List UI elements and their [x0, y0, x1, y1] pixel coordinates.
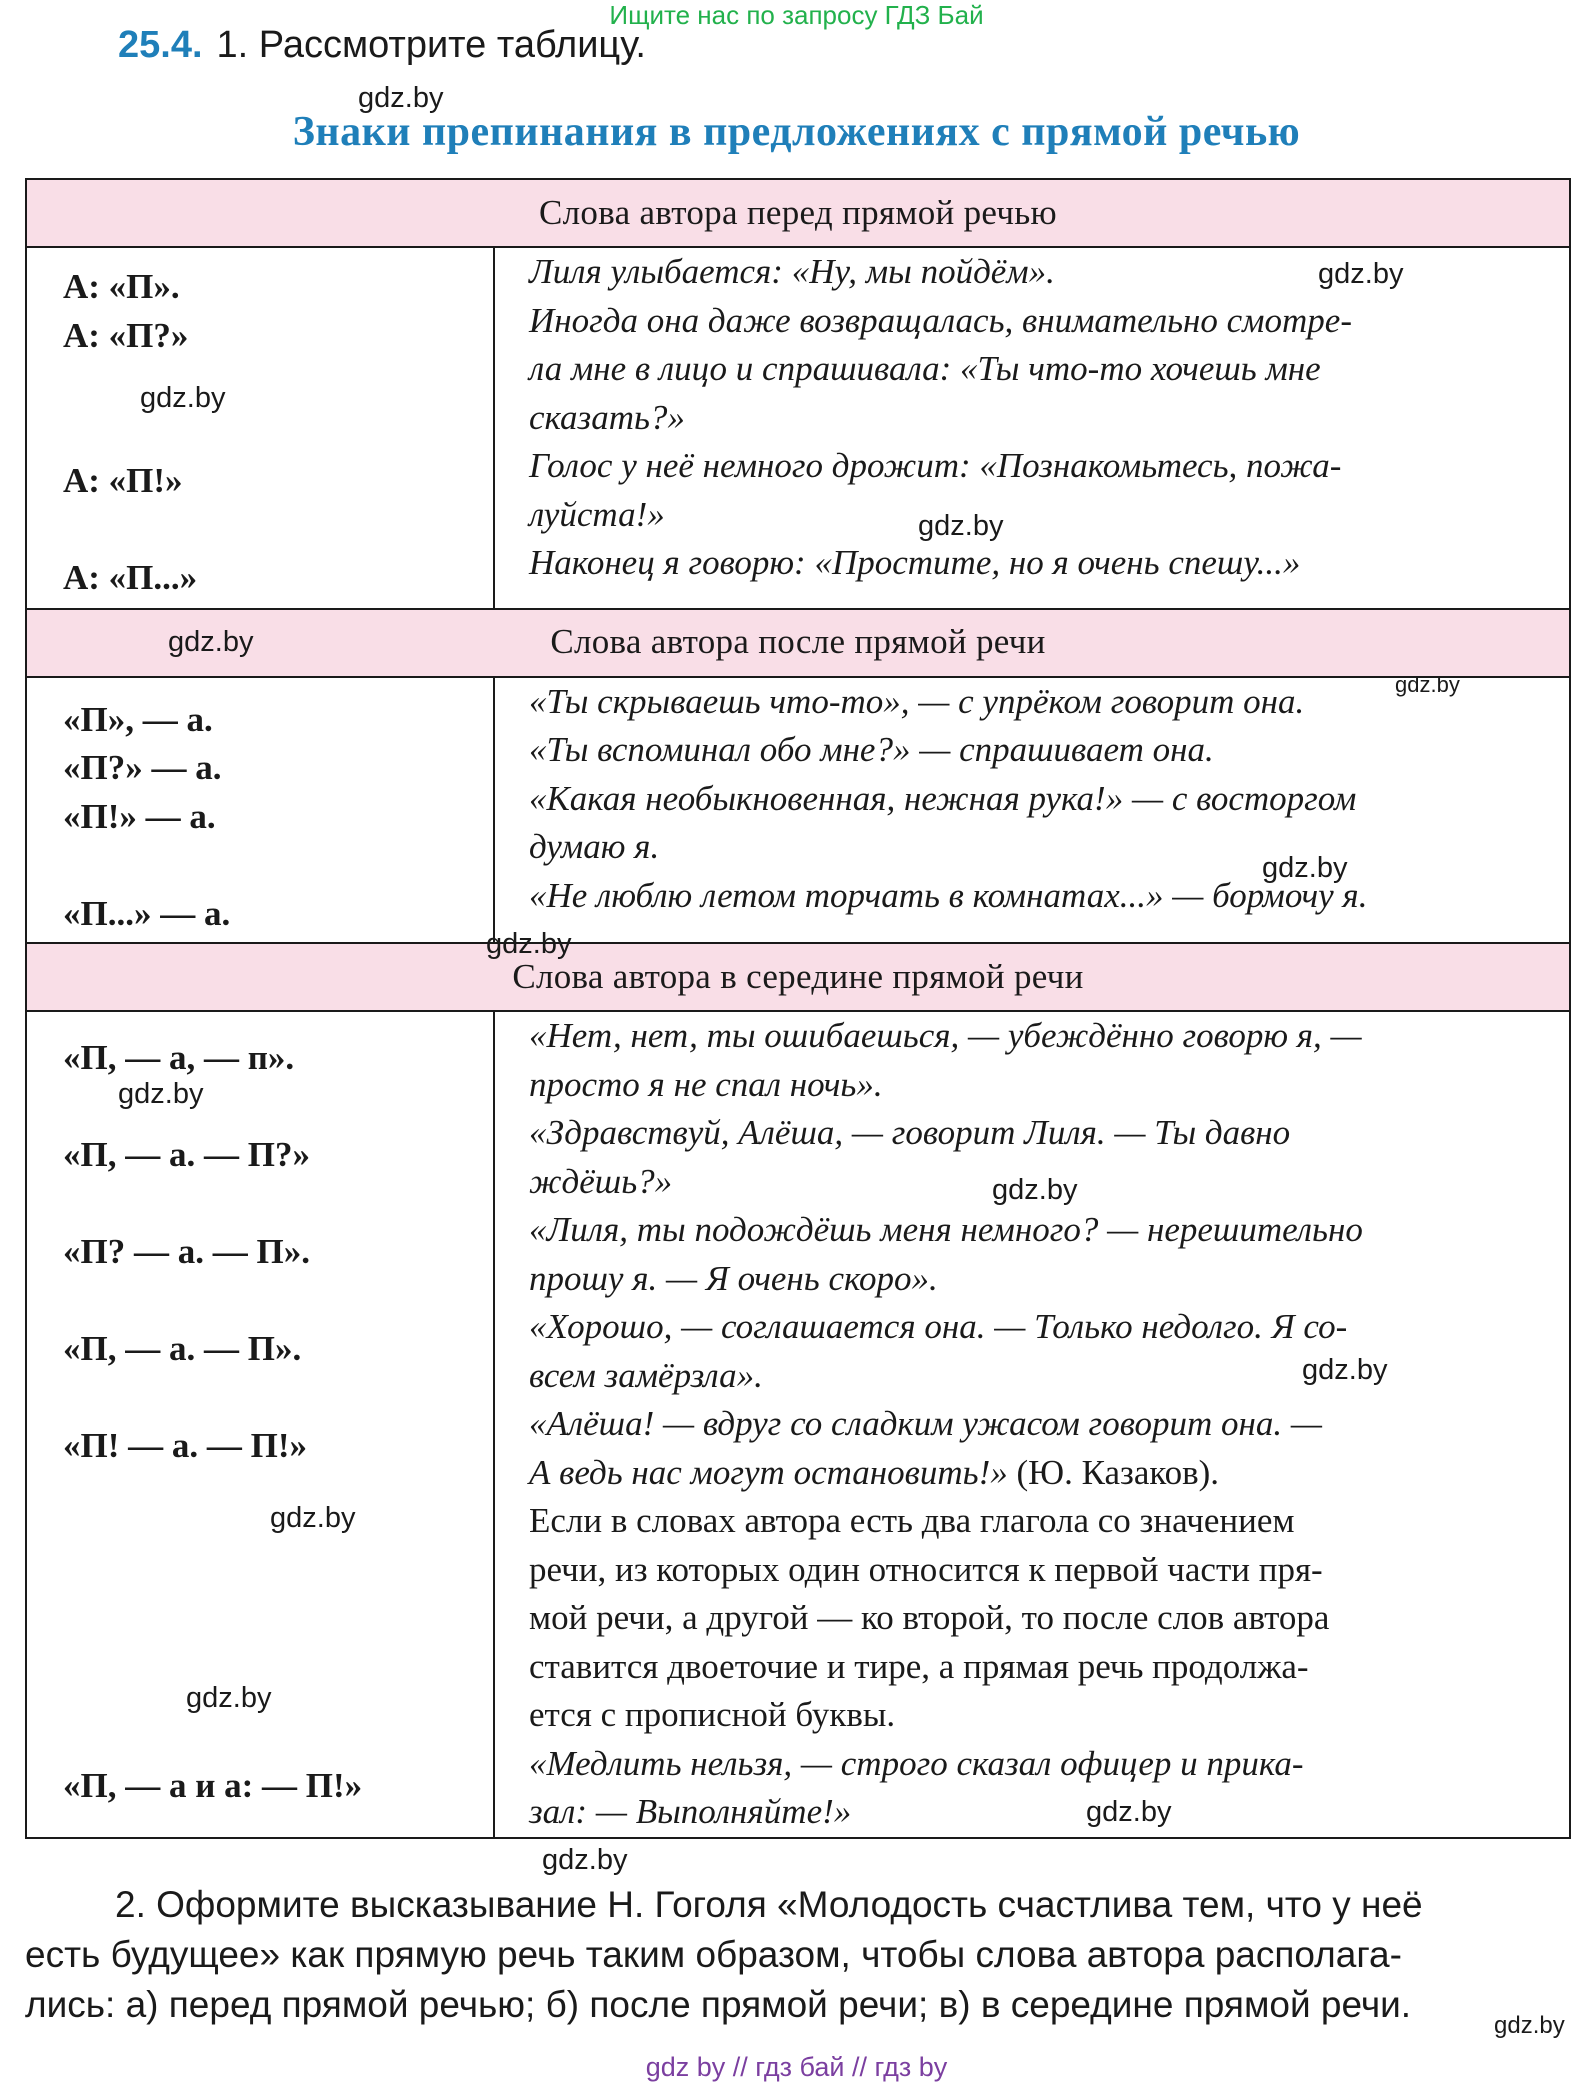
- section-heading-before: Слова автора перед прямой речью: [26, 179, 1570, 247]
- example-line: ждёшь?»: [529, 1161, 673, 1201]
- watermark: gdz.by: [1395, 672, 1460, 697]
- table-row: [26, 247, 1570, 609]
- rule-line: мой речи, а другой — ко второй, то после слов автора: [529, 1598, 1330, 1637]
- watermark: gdz.by: [270, 1502, 356, 1534]
- rule-line: ется с прописной буквы.: [529, 1695, 896, 1734]
- task1-text: 1. Рассмотрите таблицу.: [216, 24, 646, 66]
- example-line: «Здравствуй, Алёша, — говорит Лиля. — Ты давно: [529, 1113, 1291, 1152]
- example-line: Иногда она даже возвращалась, внимательно смотре-: [529, 300, 1352, 340]
- watermark: gdz.by: [358, 82, 444, 114]
- example-line: «Хорошо, — соглашается она. — Только недолго. Я со-: [529, 1307, 1348, 1346]
- task2-line: 2. Оформите высказывание Н. Гоголя «Молодость счастлива тем, что у неё: [115, 1884, 1423, 1925]
- scheme: А: «П?»: [63, 315, 189, 355]
- source-author: (Ю. Казаков).: [1016, 1452, 1220, 1492]
- watermark: gdz.by: [1494, 2012, 1565, 2039]
- top-banner[interactable]: Ищите нас по запросу ГДЗ Бай: [609, 0, 984, 30]
- scheme: «П, — а. — П».: [63, 1329, 302, 1368]
- example-line: «Алёша! — вдруг со сладким ужасом говорит она. —: [529, 1404, 1322, 1443]
- watermark: gdz.by: [486, 928, 572, 960]
- rule-line: речи, из которых один относится к первой части пря-: [529, 1549, 1323, 1589]
- watermark: gdz.by: [140, 382, 226, 414]
- example-line: всем замёрзла».: [529, 1355, 763, 1395]
- example-line: просто я не спал ночь».: [529, 1064, 883, 1104]
- example-line: Наконец я говорю: «Простите, но я очень спешу...»: [529, 543, 1301, 582]
- watermark: gdz.by: [186, 1682, 272, 1714]
- watermark: gdz.by: [1318, 258, 1404, 290]
- example-line: сказать?»: [529, 397, 685, 437]
- watermark: gdz.by: [118, 1078, 204, 1110]
- scheme: «П? — а. — П».: [63, 1232, 310, 1271]
- exercise-heading: [118, 24, 646, 67]
- scheme-cell: [26, 677, 494, 944]
- example-line: ла мне в лицо и спрашивала: «Ты что-то хочешь мне: [529, 349, 1321, 388]
- watermark: gdz.by: [918, 510, 1004, 542]
- example-line: А ведь нас могут остановить!»: [529, 1452, 1008, 1492]
- example-line: «Какая необыкновенная, нежная рука!» — с восторгом: [529, 778, 1357, 818]
- scheme: А: «П!»: [63, 461, 183, 500]
- scheme: «П», — а.: [63, 699, 213, 739]
- section-heading-after: Слова автора после прямой речи: [26, 609, 1570, 677]
- scheme: «П, — а, — п».: [63, 1038, 295, 1077]
- table-title: Знаки препинания в предложениях с прямой речью: [292, 109, 1301, 155]
- example-line: «Лиля, ты подождёшь меня немного? — нерешительно: [529, 1210, 1363, 1249]
- section-heading-middle: Слова автора в середине прямой речи: [26, 943, 1570, 1011]
- task2-line: лись: а) перед прямой речью; б) после прямой речи; в) в середине прямой речи.: [25, 1984, 1412, 2025]
- scheme: А: «П...»: [63, 558, 198, 597]
- punctuation-table: [25, 178, 1571, 1839]
- example-line: прошу я. — Я очень скоро».: [529, 1258, 938, 1298]
- scheme: «П, — а и а: — П!»: [63, 1765, 363, 1805]
- task2-line: есть будущее» как прямую речь таким образом, чтобы слова автора располага-: [25, 1934, 1402, 1975]
- footer-links[interactable]: gdz by // гдз бай // гдз by: [645, 2052, 948, 2082]
- example-line: «Ты вспоминал обо мне?» — спрашивает она.: [529, 730, 1214, 769]
- exercise-number: 25.4.: [118, 24, 203, 66]
- scheme: «П?» — а.: [63, 748, 222, 787]
- example-line: думаю я.: [529, 827, 660, 866]
- example-cell: [494, 677, 1570, 944]
- example-line: Лиля улыбается: «Ну, мы пойдём».: [529, 252, 1055, 291]
- scheme: «П!» — а.: [63, 796, 216, 836]
- example-line: «Нет, нет, ты ошибаешься, — убеждённо говорю я, —: [529, 1016, 1362, 1055]
- table-row: [26, 677, 1570, 944]
- scheme: А: «П».: [63, 267, 180, 306]
- example-line: зал: — Выполняйте!»: [529, 1792, 852, 1831]
- scheme: «П, — а. — П?»: [63, 1135, 310, 1174]
- example-line: луйста!»: [529, 494, 665, 534]
- example-line: «Не люблю летом торчать в комнатах...» — бормочу я.: [529, 875, 1368, 915]
- example-line: Голос у неё немного дрожит: «Познакомьтесь, пожа-: [529, 446, 1342, 485]
- watermark: gdz.by: [992, 1174, 1078, 1206]
- scheme: «П...» — а.: [63, 893, 231, 933]
- example-line: «Медлить нельзя, — строго сказал офицер и прика-: [529, 1743, 1304, 1783]
- rule-line: ставится двоеточие и тире, а прямая речь продолжа-: [529, 1646, 1309, 1686]
- scheme-cell: [26, 247, 494, 609]
- watermark: gdz.by: [1262, 852, 1348, 884]
- rule-line: Если в словах автора есть два глагола со значением: [529, 1501, 1295, 1540]
- example-cell: [494, 247, 1570, 609]
- watermark: gdz.by: [168, 626, 254, 658]
- example-line: «Ты скрываешь что-то», — с упрёком говорит она.: [529, 681, 1305, 721]
- scheme: «П! — а. — П!»: [63, 1426, 308, 1465]
- task2-text: [25, 1880, 1575, 2030]
- example-cell: [494, 1011, 1570, 1838]
- watermark: gdz.by: [1302, 1354, 1388, 1386]
- watermark: gdz.by: [542, 1844, 628, 1876]
- watermark: gdz.by: [1086, 1796, 1172, 1828]
